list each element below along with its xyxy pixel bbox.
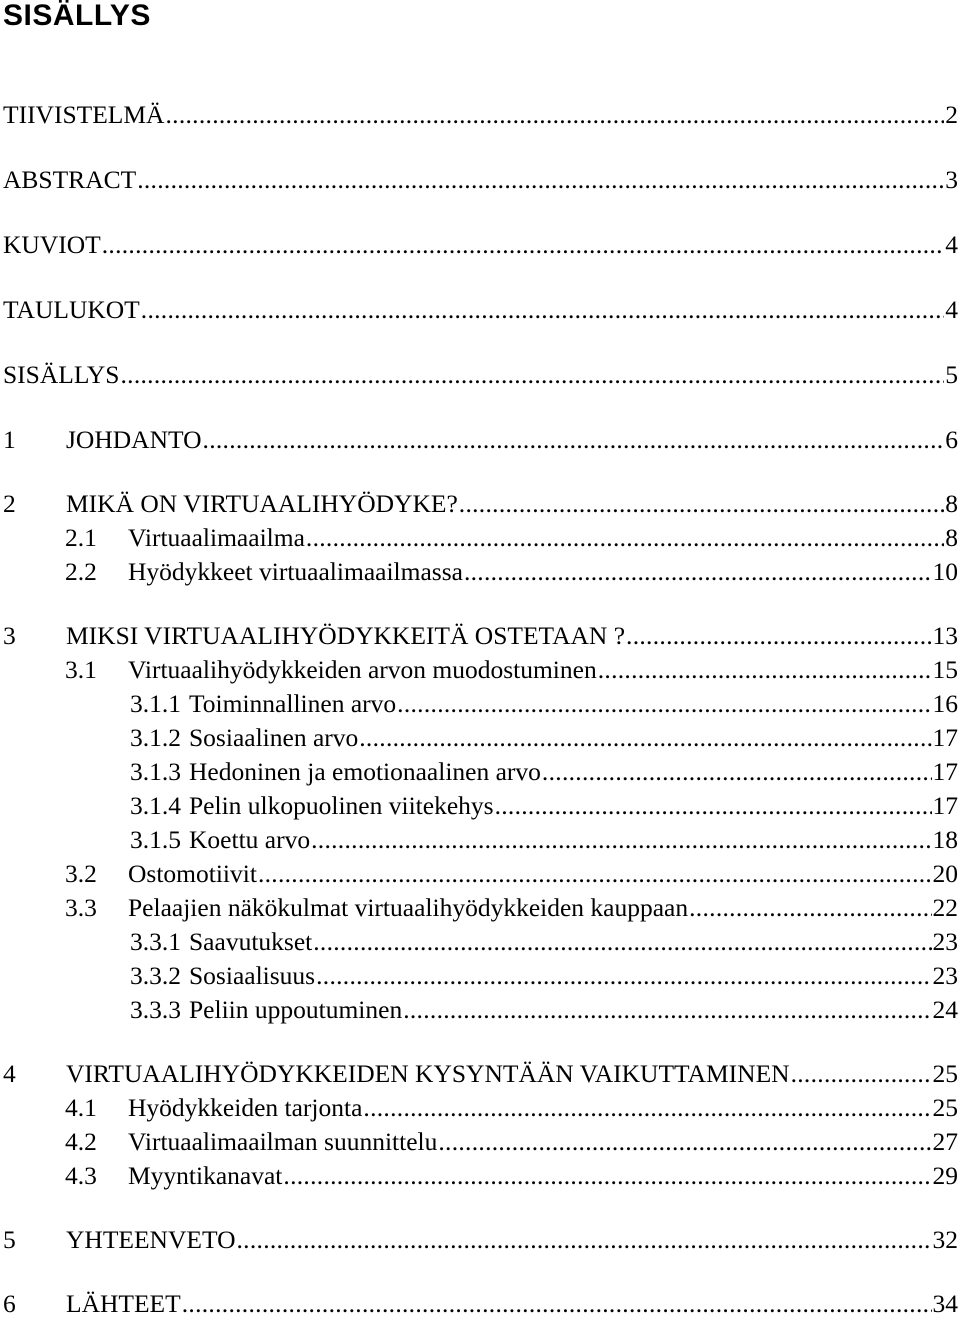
toc-entry-title: Pelaajien näkökulmat virtuaalihyödykkeiden kauppaan — [128, 891, 688, 925]
dot-leader — [495, 789, 932, 823]
toc-entry-title: Sosiaalinen arvo — [189, 721, 358, 755]
dot-leader — [258, 857, 932, 891]
toc-entry-title: Ostomotiivit — [128, 857, 257, 891]
toc-entry-title: Hedoninen ja emotionaalinen arvo — [189, 755, 541, 789]
toc-entry-page: 3 — [945, 163, 960, 197]
toc-entry-page: 29 — [933, 1159, 960, 1193]
toc-entry-page: 23 — [933, 959, 960, 993]
toc-entry-number: 3.2 — [65, 857, 128, 891]
toc-entry-page: 10 — [933, 555, 960, 589]
toc-entry-page: 24 — [933, 993, 960, 1027]
toc-entry-number: 4.2 — [65, 1125, 128, 1159]
toc-entry-section-3-3-1[interactable] — [0, 925, 960, 959]
toc-entry-number: 3.1.5 — [130, 823, 181, 857]
toc-entry-title: Peliin uppoutuminen — [189, 993, 402, 1027]
dot-leader — [542, 755, 932, 789]
toc-entry-chapter-4[interactable] — [0, 1057, 960, 1091]
toc-entry-number: 3.1.1 — [130, 687, 181, 721]
toc-entry-title: Hyödykkeet virtuaalimaailmassa — [128, 555, 463, 589]
toc-entry-page: 16 — [933, 687, 960, 721]
toc-entry-kuviot[interactable] — [0, 228, 960, 262]
toc-entry-page: 22 — [933, 891, 960, 925]
toc-entry-section-3-1-5[interactable] — [0, 823, 960, 857]
toc-entry-page: 27 — [933, 1125, 960, 1159]
toc-entry-number: 4.1 — [65, 1091, 128, 1125]
toc-entry-page: 8 — [945, 521, 960, 555]
toc-entry-title: Sosiaalisuus — [189, 959, 315, 993]
toc-entry-section-4-3[interactable] — [0, 1159, 960, 1193]
dot-leader — [359, 721, 931, 755]
toc-entry-number: 3.3.1 — [130, 925, 181, 959]
dot-leader — [397, 687, 931, 721]
toc-entry-section-3-1-4[interactable] — [0, 789, 960, 823]
toc-entry-page: 25 — [933, 1091, 960, 1125]
dot-leader — [102, 228, 945, 262]
toc-entry-page: 2 — [945, 98, 960, 132]
toc-entry-number: 2.1 — [65, 521, 128, 555]
dot-leader — [438, 1125, 931, 1159]
dot-leader — [363, 1091, 931, 1125]
toc-entry-number: 4 — [3, 1057, 66, 1091]
toc-entry-title: Hyödykkeiden tarjonta — [128, 1091, 362, 1125]
toc-entry-title: TIIVISTELMÄ — [3, 98, 164, 132]
dot-leader — [237, 1223, 932, 1257]
toc-entry-number: 3 — [3, 619, 66, 653]
dot-leader — [689, 891, 931, 925]
toc-entry-title: SISÄLLYS — [3, 358, 119, 392]
toc-entry-section-3-1-1[interactable] — [0, 687, 960, 721]
toc-entry-page: 25 — [933, 1057, 960, 1091]
toc-entry-chapter-6[interactable] — [0, 1287, 960, 1321]
dot-leader — [203, 423, 945, 457]
toc-entry-title: KUVIOT — [3, 228, 101, 262]
toc-entry-sisallys[interactable] — [0, 358, 960, 392]
toc-entry-title: Virtuaalimaailman suunnittelu — [128, 1125, 437, 1159]
toc-entry-number: 6 — [3, 1287, 66, 1321]
toc-entry-section-2-1[interactable] — [0, 521, 960, 555]
toc-entry-page: 20 — [933, 857, 960, 891]
toc-entry-page: 23 — [933, 925, 960, 959]
dot-leader — [464, 555, 932, 589]
toc-entry-number: 3.3.3 — [130, 993, 181, 1027]
toc-entry-chapter-2[interactable] — [0, 487, 960, 521]
toc-entry-title: ABSTRACT — [3, 163, 136, 197]
toc-entry-page: 34 — [933, 1287, 960, 1321]
toc-entry-section-3-3-3[interactable] — [0, 993, 960, 1027]
toc-entry-page: 18 — [933, 823, 960, 857]
toc-entry-section-3-1-2[interactable] — [0, 721, 960, 755]
toc-entry-page: 17 — [933, 789, 960, 823]
dot-leader — [316, 959, 931, 993]
toc-entry-number: 3.1 — [65, 653, 128, 687]
toc-entry-chapter-5[interactable] — [0, 1223, 960, 1257]
dot-leader — [182, 1287, 932, 1321]
dot-leader — [137, 163, 944, 197]
toc-entry-page: 13 — [933, 619, 960, 653]
toc-entry-taulukot[interactable] — [0, 293, 960, 327]
toc-entry-title: Toiminnallinen arvo — [189, 687, 396, 721]
toc-entry-number: 1 — [3, 423, 66, 457]
dot-leader — [306, 521, 944, 555]
toc-entry-section-3-1[interactable] — [0, 653, 960, 687]
dot-leader — [141, 293, 944, 327]
toc-entry-page: 17 — [933, 721, 960, 755]
toc-entry-page: 32 — [933, 1223, 960, 1257]
dot-leader — [283, 1159, 931, 1193]
toc-entry-page: 4 — [945, 228, 960, 262]
toc-entry-title: Myyntikanavat — [128, 1159, 282, 1193]
toc-entry-page: 15 — [933, 653, 960, 687]
toc-entry-page: 4 — [945, 293, 960, 327]
toc-entry-page: 6 — [945, 423, 960, 457]
dot-leader — [311, 823, 931, 857]
toc-entry-section-3-1-3[interactable] — [0, 755, 960, 789]
toc-entry-tiivistelma[interactable] — [0, 98, 960, 132]
dot-leader — [598, 653, 932, 687]
toc-entry-abstract[interactable] — [0, 163, 960, 197]
toc-entry-number: 4.3 — [65, 1159, 128, 1193]
dot-leader — [459, 487, 944, 521]
toc-entry-number: 2.2 — [65, 555, 128, 589]
toc-entry-page: 5 — [945, 358, 960, 392]
toc-entry-section-2-2[interactable] — [0, 555, 960, 589]
dot-leader — [791, 1057, 932, 1091]
toc-entry-number: 3.3.2 — [130, 959, 181, 993]
toc-entry-title: LÄHTEET — [66, 1287, 181, 1321]
toc-entry-section-4-2[interactable] — [0, 1125, 960, 1159]
toc-entry-number: 3.1.3 — [130, 755, 181, 789]
toc-entry-chapter-3[interactable] — [0, 619, 960, 653]
page-title: SISÄLLYS — [3, 0, 151, 34]
toc-entry-title: MIKÄ ON VIRTUAALIHYÖDYKE? — [66, 487, 458, 521]
toc-entry-number: 2 — [3, 487, 66, 521]
dot-leader — [626, 619, 931, 653]
toc-entry-number: 5 — [3, 1223, 66, 1257]
toc-entry-number: 3.1.4 — [130, 789, 181, 823]
toc-entry-number: 3.3 — [65, 891, 128, 925]
toc-entry-title: Pelin ulkopuolinen viitekehys — [189, 789, 494, 823]
dot-leader — [313, 925, 931, 959]
toc-entry-title: VIRTUAALIHYÖDYKKEIDEN KYSYNTÄÄN VAIKUTTAMINEN — [66, 1057, 790, 1091]
dot-leader — [165, 98, 944, 132]
toc-entry-page: 8 — [945, 487, 960, 521]
toc-entry-section-3-3-2[interactable] — [0, 959, 960, 993]
toc-entry-page: 17 — [933, 755, 960, 789]
toc-entry-title: Virtuaalimaailma — [128, 521, 305, 555]
dot-leader — [120, 358, 944, 392]
toc-entry-title: Saavutukset — [189, 925, 312, 959]
toc-entry-title: TAULUKOT — [3, 293, 140, 327]
toc-entry-title: Virtuaalihyödykkeiden arvon muodostuminen — [128, 653, 597, 687]
toc-entry-title: MIKSI VIRTUAALIHYÖDYKKEITÄ OSTETAAN ? — [66, 619, 625, 653]
toc-entry-number: 3.1.2 — [130, 721, 181, 755]
toc-entry-title: Koettu arvo — [189, 823, 310, 857]
dot-leader — [403, 993, 931, 1027]
toc-entry-section-3-2[interactable] — [0, 857, 960, 891]
toc-entry-section-4-1[interactable] — [0, 1091, 960, 1125]
toc-entry-title: JOHDANTO — [66, 423, 202, 457]
toc-entry-section-3-3[interactable] — [0, 891, 960, 925]
toc-entry-title: YHTEENVETO — [66, 1223, 236, 1257]
toc-entry-chapter-1[interactable] — [0, 423, 960, 457]
